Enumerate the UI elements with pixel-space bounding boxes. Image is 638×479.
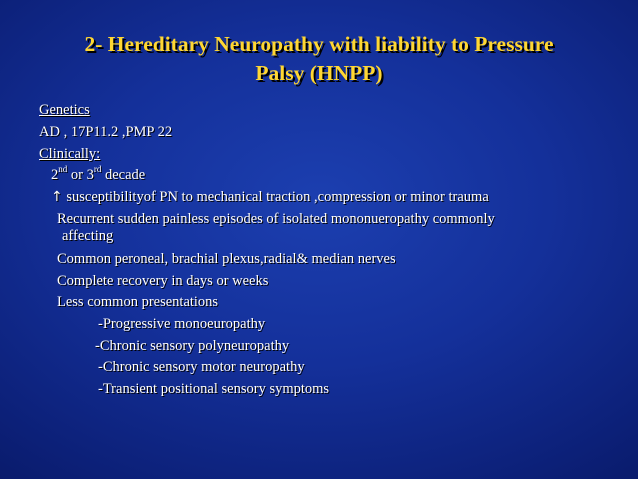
less-common-heading: Less common presentations (57, 294, 219, 310)
up-arrow-icon: ↑ (51, 189, 63, 205)
slide-title-line-2: Palsy (HNPP) (255, 61, 383, 85)
presentation-item: -Chronic sensory polyneuropathy (95, 338, 290, 354)
onset-middle: or 3 (67, 167, 94, 183)
recovery: Complete recovery in days or weeks (57, 273, 269, 289)
clinically-heading: Clinically: (39, 146, 101, 162)
onset-superscript-1: nd (58, 164, 68, 175)
onset-rest: decade (101, 167, 146, 183)
genetics-value: AD , 17P11.2 ,PMP 22 (39, 124, 173, 140)
onset-decade (51, 166, 145, 184)
presentation-item: -Transient positional sensory symptoms (98, 381, 330, 397)
onset-number-1: 2 (51, 167, 59, 183)
slide-title-line-1: 2- Hereditary Neuropathy with liability to Pressure (84, 32, 554, 56)
susceptibility-line (51, 188, 489, 206)
recurrent-episodes-line-1: Recurrent sudden painless episodes of isolated mononueropathy commonly (57, 211, 495, 227)
common-nerves: Common peroneal, brachial plexus,radial& median nerves (57, 251, 396, 267)
onset-superscript-2: rd (93, 164, 102, 175)
presentation-item: -Chronic sensory motor neuropathy (98, 359, 305, 375)
presentation-item: -Progressive monoeuropathy (98, 316, 266, 332)
susceptibility-text: susceptibilityof PN to mechanical traction ,compression or minor trauma (62, 189, 489, 205)
genetics-heading: Genetics (39, 102, 90, 118)
recurrent-episodes-line-2: affecting (62, 228, 114, 244)
